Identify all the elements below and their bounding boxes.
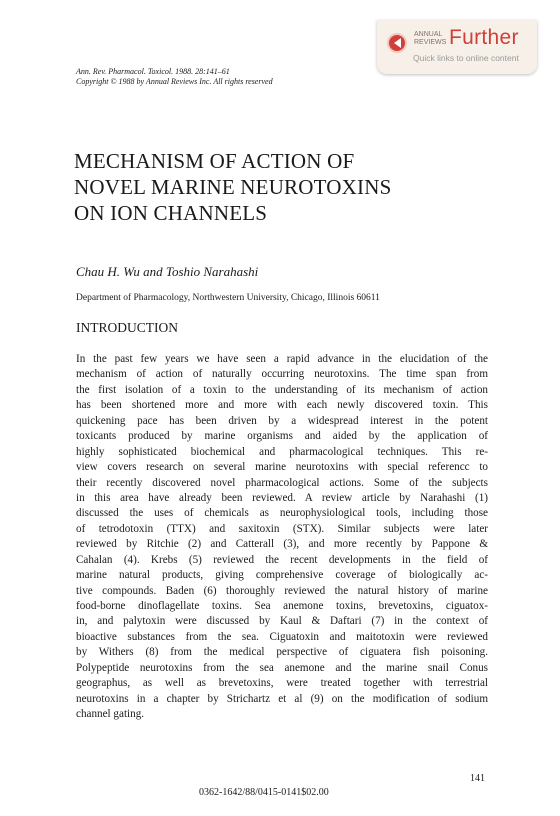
annual-reviews-logo: ANNUAL REVIEWS [414, 31, 447, 46]
body-line: channel gating. [76, 708, 145, 721]
body-line: Cahalan (4). Krebs (5) reviewed the recent developments in the field of [76, 553, 488, 566]
body-line: food-borne dinoflagellate toxins. Sea anemone toxins, brevetoxins, ciguatox- [76, 600, 488, 612]
title-line: ON ION CHANNELS [74, 201, 268, 225]
citation-journal: Ann. Rev. Pharmacol. Toxicol. 1988. 28:141–61 [76, 67, 230, 76]
footer-code: 0362-1642/88/0415-0141$02.00 [199, 787, 329, 798]
body-line: highly sophisticated biochemical and pharmacological techniques. This re- [76, 445, 488, 458]
further-wordmark: Further [449, 26, 519, 49]
article-title [74, 148, 391, 226]
body-line: toxicants produced by marine organisms and aided by the application of [76, 430, 488, 443]
page-number: 141 [470, 773, 485, 784]
body-line: mechanism of action of naturally occurring neurotoxins. The time span from [76, 368, 488, 381]
body-line: marine natural products, giving comprehensive coverage of biologically ac- [76, 569, 488, 582]
body-line: bioactive substances from the sea. Ciguatoxin and maitotoxin were reviewed [76, 630, 488, 643]
section-heading: INTRODUCTION [76, 320, 178, 335]
body-line: geographus, as well as brevetoxins, were treated together with terrestrial [76, 677, 488, 690]
body-line: in this area have already been reviewed. A review article by Narahashi (1) [76, 491, 488, 504]
title-line: MECHANISM OF ACTION OF [74, 149, 355, 173]
body-line: by Withers (8) from the medical perspective of ciguatera fish poisoning. [76, 646, 488, 659]
body-line: reviewed by Ritchie (2) and Catterall (3), and more recently by Pappone & [76, 538, 488, 551]
body-line: In the past few years we have seen a rapid advance in the elucidation of the [76, 353, 488, 365]
body-line: Polypeptide neurotoxins from the sea anemone and the marine snail Conus [76, 661, 488, 674]
body-line: in, and palytoxin were discussed by Kaul & Daftari (7) in the context of [76, 615, 488, 628]
body-line: their recently discovered novel pharmacological actions. Some of the subjects [76, 476, 488, 489]
body-line: tive compounds. Baden (6) thoroughly reviewed the natural history of marine [76, 584, 488, 597]
speaker-icon [387, 33, 407, 53]
citation [76, 67, 273, 87]
badge-subtitle[interactable]: Quick links to online content [413, 53, 519, 63]
affiliation: Department of Pharmacology, Northwestern University, Chicago, Illinois 60611 [76, 293, 380, 303]
body-line: view covers research on several marine neurotoxins with special referencc to [76, 461, 488, 474]
authors: Chau H. Wu and Toshio Narahashi [76, 264, 259, 279]
body-line: has been shortened more and more with each newly discovered toxin. This [76, 399, 488, 412]
body-line: neurotoxins in a chapter by Strichartz et al (9) on the modification of sodium [76, 692, 488, 705]
body-line: of tetrodotoxin (TTX) and saxitoxin (STX). Similar subjects were later [76, 522, 488, 535]
body-text [76, 352, 488, 723]
title-line: NOVEL MARINE NEUROTOXINS [74, 175, 392, 199]
body-line: quickening pace has been driven by a widespread interest in the potent [76, 414, 488, 427]
body-line: the first isolation of a toxin to the understanding of its mechanism of action [76, 383, 488, 396]
body-line: discussed the uses of chemicals as neurophysiological tools, including those [76, 507, 488, 520]
citation-copyright: Copyright © 1988 by Annual Reviews Inc. All rights reserved [76, 77, 273, 86]
further-badge[interactable] [377, 20, 537, 74]
